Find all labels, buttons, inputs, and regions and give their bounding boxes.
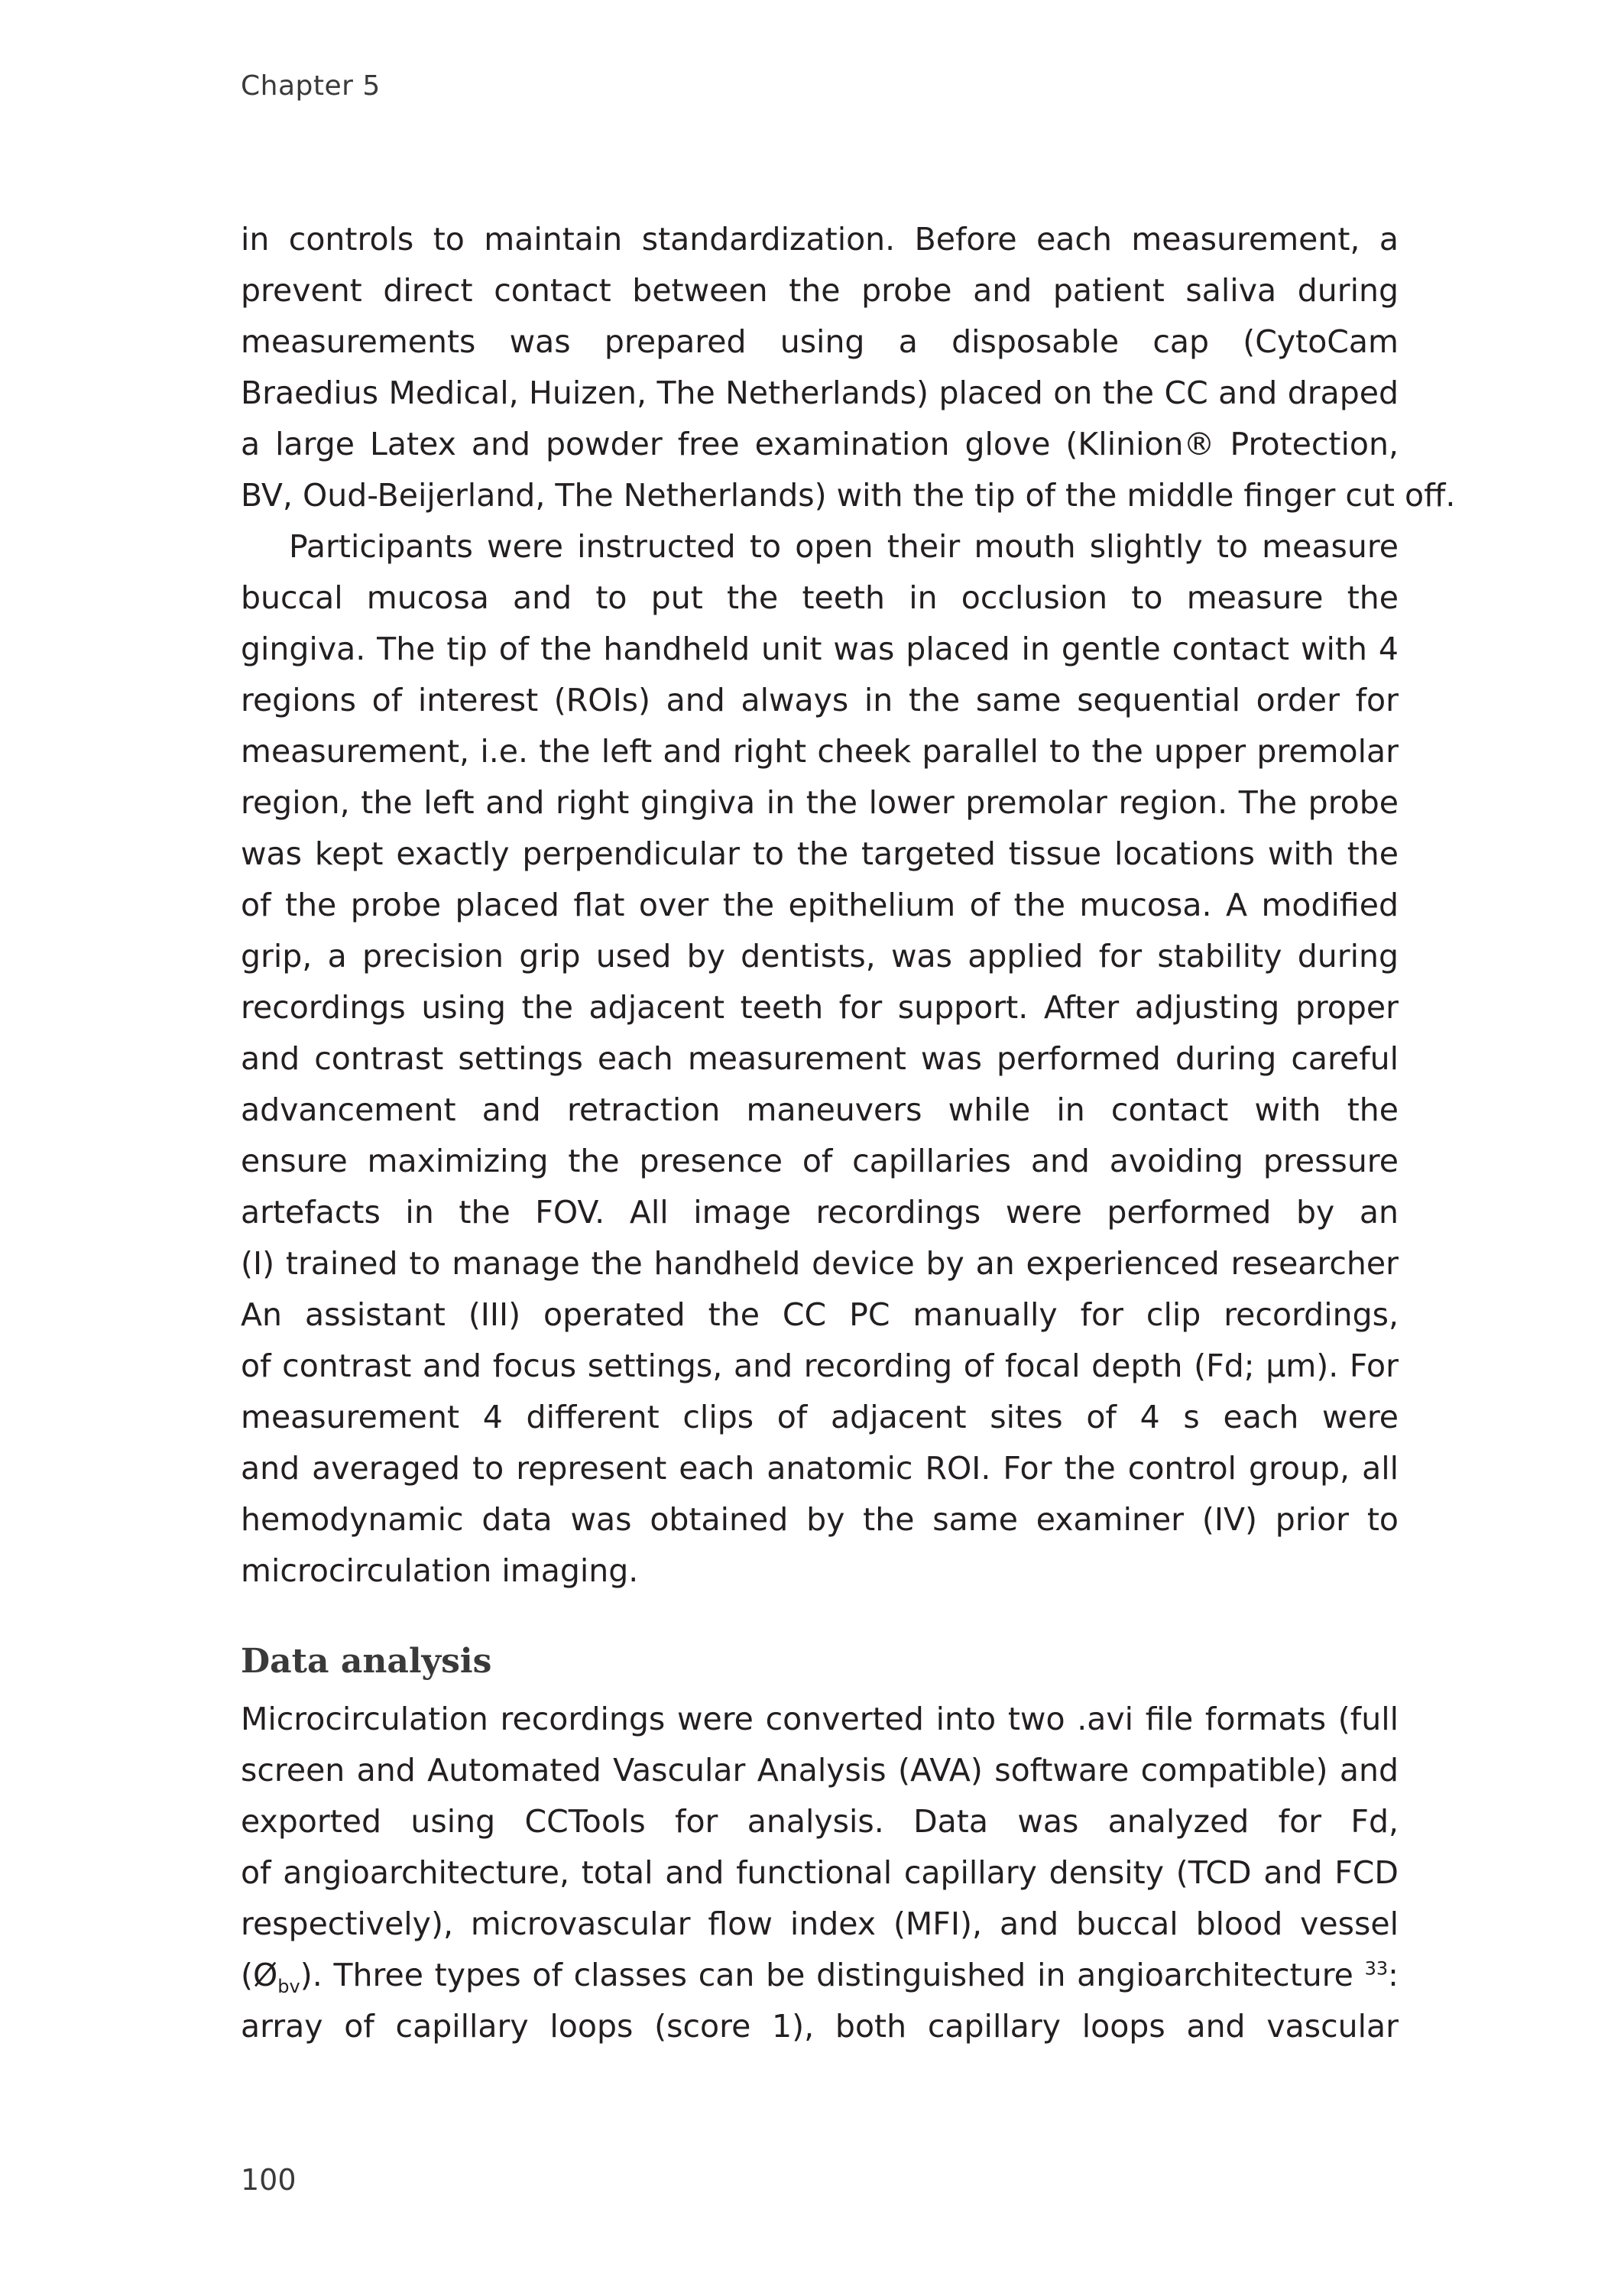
citation-superscript: 33 <box>1364 1957 1389 1980</box>
text-line: and contrast settings each measurement was performed during careful <box>241 1040 1399 1077</box>
line-mid: ). Three types of classes can be distinguished in angioarchitecture <box>300 1957 1365 1993</box>
text-line: and averaged to represent each anatomic ROI. For the control group, all <box>241 1450 1399 1487</box>
text-line: measurement, i.e. the left and right cheek parallel to the upper premolar <box>241 733 1399 770</box>
text-line: buccal mucosa and to put the teeth in occlusion to measure the <box>241 579 1399 616</box>
text-line: hemodynamic data was obtained by the same examiner (IV) prior to <box>241 1501 1399 1538</box>
paragraph-3 <box>241 1694 1399 2052</box>
line-open: (Ø <box>241 1957 278 1993</box>
line-end: : <box>1388 1957 1399 1993</box>
text-line: Participants were instructed to open their mouth slightly to measure <box>289 528 1399 565</box>
text-line: in controls to maintain standardization. Before each measurement, a <box>241 221 1399 258</box>
text-line: (I) trained to manage the handheld device by an experienced researcher <box>241 1245 1399 1282</box>
text-line: recordings using the adjacent teeth for support. After adjusting proper <box>241 989 1399 1026</box>
text-line: screen and Automated Vascular Analysis (AVA) software compatible) and <box>241 1752 1399 1789</box>
text-line: exported using CCTools for analysis. Data was analyzed for Fd, <box>241 1803 1399 1840</box>
text-line: region, the left and right gingiva in the lower premolar region. The probe <box>241 784 1399 821</box>
text-line: artefacts in the FOV. All image recordings were performed by an <box>241 1194 1399 1231</box>
text-line: of angioarchitecture, total and functional capillary density (TCD and FCD <box>241 1854 1399 1891</box>
paragraph-2 <box>241 521 1399 1597</box>
text-line: gingiva. The tip of the handheld unit was placed in gentle contact with 4 <box>241 631 1399 667</box>
text-line: of contrast and focus settings, and recording of focal depth (Fd; μm). For <box>241 1348 1399 1384</box>
text-line: grip, a precision grip used by dentists, was applied for stability during <box>241 938 1399 975</box>
text-line: of the probe placed flat over the epithelium of the mucosa. A modified <box>241 887 1399 923</box>
section-heading: Data analysis <box>241 1642 492 1681</box>
text-line: prevent direct contact between the probe and patient saliva during <box>241 272 1399 309</box>
page-number: 100 <box>241 2163 297 2197</box>
text-line: regions of interest (ROIs) and always in the same sequential order for <box>241 682 1399 718</box>
text-line: microcirculation imaging. <box>241 1552 639 1589</box>
text-line: Braedius Medical, Huizen, The Netherlands) placed on the CC and draped <box>241 375 1399 411</box>
subscript-bv: bv <box>277 1976 300 1998</box>
text-line: array of capillary loops (score 1), both capillary loops and vascular <box>241 2008 1399 2045</box>
paragraph-1 <box>241 214 1456 521</box>
text-line: Microcirculation recordings were converted into two .avi file formats (full <box>241 1701 1399 1737</box>
text-line: a large Latex and powder free examination glove (Klinion® Protection, <box>241 426 1399 462</box>
text-line: An assistant (III) operated the CC PC manually for clip recordings, <box>241 1296 1399 1333</box>
text-line: was kept exactly perpendicular to the targeted tissue locations with the <box>241 835 1399 872</box>
running-header: Chapter 5 <box>241 70 381 102</box>
text-line-with-subscript <box>241 1950 1399 2001</box>
text-line: measurements was prepared using a disposable cap (CytoCam <box>241 323 1399 360</box>
text-line: ensure maximizing the presence of capillaries and avoiding pressure <box>241 1143 1399 1179</box>
text-line: measurement 4 different clips of adjacent sites of 4 s each were <box>241 1399 1399 1435</box>
text-line: advancement and retraction maneuvers while in contact with the <box>241 1091 1399 1128</box>
text-line: BV, Oud-Beijerland, The Netherlands) with the tip of the middle finger cut off. <box>241 477 1456 514</box>
text-line: respectively), microvascular flow index (MFI), and buccal blood vessel <box>241 1905 1399 1942</box>
